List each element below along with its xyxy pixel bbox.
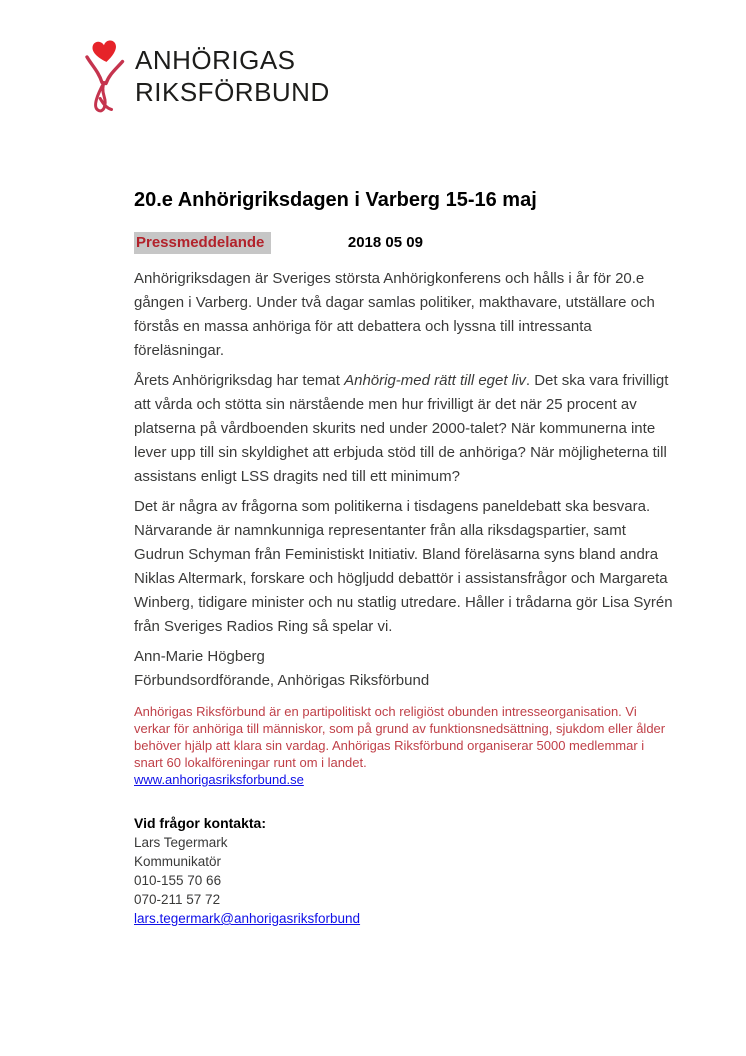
org-logo-text	[135, 44, 330, 108]
contact-phone-1: 010-155 70 66	[134, 873, 222, 888]
contact-name: Lars Tegermark	[134, 835, 228, 850]
page-title: 20.e Anhörigriksdagen i Varberg 15-16 maj	[134, 189, 537, 211]
paragraph-2-after-theme: . Det ska vara frivilligt att vårda och stötta sin närstående men hur frivilligt är det när 25 procent av platserna på vårdboenden skurits ned under 2000-talet? När kommunerna inte lever upp till sin skyldighet att erbjuda stöd till de anhöriga? När möjligheterna till assistans enligt LSS dragits ned till ett minimum?	[134, 372, 669, 485]
signature-role: Förbundsordförande, Anhörigas Riksförbund	[134, 672, 430, 689]
contact-phone-2: 070-211 57 72	[134, 892, 221, 907]
org-name-line2: RIKSFÖRBUND	[135, 77, 330, 107]
paragraph-2-before-theme: Årets Anhörigriksdag har temat	[134, 372, 345, 389]
paragraph-2-theme-italic: Anhörig-med rätt till eget liv	[344, 372, 526, 389]
contact-heading: Vid frågor kontakta:	[134, 815, 266, 831]
meta-row	[134, 232, 674, 254]
contact-block	[134, 814, 674, 928]
boilerplate-text: Anhörigas Riksförbund är en partipolitiskt och religiöst obunden intresseorganisation. Vi verkar för anhöriga till människor, som på grund av funktionsnedsättning, sjukdom eller ålder behöver hjälp att klara sin vardag. Anhörigas Riksförbund organiserar 5000 medlemmar i snart 60 lokalföreningar runt om i landet.	[134, 704, 666, 770]
press-release-label: Pressmeddelande	[134, 232, 271, 254]
document-body	[134, 188, 674, 928]
email-link[interactable]: lars.tegermark@anhorigasriksforbund	[134, 911, 361, 926]
paragraph-2	[134, 369, 674, 489]
org-logo	[84, 38, 330, 114]
paragraph-1: Anhörigriksdagen är Sveriges största Anhörigkonferens och hålls i år för 20.e gången i Varberg. Under två dagar samlas politiker, makthavare, utställare och förstås en massa anhöriga för att debattera och lyssna till intressanta föreläsningar.	[134, 270, 655, 359]
publish-date: 2018 05 09	[347, 234, 423, 251]
signature-name: Ann-Marie Högberg	[134, 648, 265, 665]
signature-block	[134, 645, 674, 693]
org-boilerplate	[134, 703, 674, 788]
heart-ribbon-person-icon	[84, 38, 126, 114]
paragraph-3: Det är några av frågorna som politikerna i tisdagens paneldebatt ska besvara. Närvarande är namnkunniga representanter från alla riksdagspartier, samt Gudrun Schyman från Feministiskt Initiativ. Bland föreläsarna syns bland andra Niklas Altermark, forskare och högljudd debattör i assistansfrågor och Margareta Winberg, tidigare minister och nu statlig utredare. Håller i trådarna gör Lisa Syrén från Sveriges Radios Ring så spelar vi.	[134, 498, 673, 635]
org-name-line1: ANHÖRIGAS	[135, 45, 296, 75]
website-link[interactable]: www.anhorigasriksforbund.se	[134, 772, 304, 787]
contact-role: Kommunikatör	[134, 854, 222, 869]
